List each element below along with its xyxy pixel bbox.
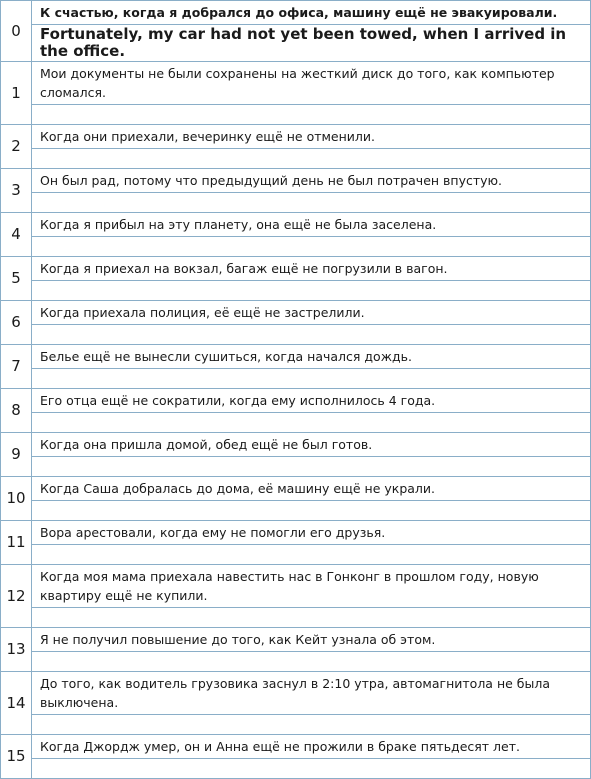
row-number: 0 [1,1,32,62]
translation-answer-field[interactable] [32,608,591,628]
row-number: 6 [1,301,32,345]
translation-answer-field[interactable] [32,715,591,735]
translation-answer-field[interactable] [32,413,591,433]
exercise-row-answer [1,325,591,345]
translation-answer-field[interactable] [32,652,591,672]
russian-sentence: Когда я приехал на вокзал, багаж ещё не погрузили в вагон. [32,257,591,281]
russian-sentence: Его отца ещё не сократили, когда ему исполнилось 4 года. [32,389,591,413]
exercise-row-sentence [1,257,591,281]
exercise-row-answer [1,149,591,169]
exercise-row-sentence [1,433,591,457]
exercise-row-answer [1,281,591,301]
russian-sentence: Когда приехала полиция, её ещё не застрелили. [32,301,591,325]
translation-answer-field[interactable] [32,501,591,521]
exercise-row-sentence [1,521,591,545]
translation-answer-field[interactable] [32,759,591,779]
exercise-row-sentence [1,389,591,413]
exercise-row-sentence [1,565,591,608]
exercise-row-answer [1,545,591,565]
row-number: 1 [1,62,32,125]
russian-sentence: Белье ещё не вынесли сушиться, когда начался дождь. [32,345,591,369]
translation-answer-field[interactable] [32,105,591,125]
exercise-row-answer [1,105,591,125]
exercise-row-answer [1,759,591,779]
translation-answer-field[interactable] [32,281,591,301]
russian-sentence: До того, как водитель грузовика заснул в 2:10 утра, автомагнитола не была выключена. [32,672,591,715]
exercise-row-sentence [1,62,591,105]
translation-answer-field[interactable] [32,545,591,565]
russian-sentence: Мои документы не были сохранены на жесткий диск до того, как компьютер сломался. [32,62,591,105]
translation-answer-field[interactable] [32,193,591,213]
row-number: 13 [1,628,32,672]
russian-sentence: Вора арестовали, когда ему не помогли его друзья. [32,521,591,545]
row-number: 4 [1,213,32,257]
exercise-row-answer [1,25,591,62]
russian-sentence: Когда я прибыл на эту планету, она ещё не была заселена. [32,213,591,237]
exercise-row-answer [1,715,591,735]
exercise-row-answer [1,608,591,628]
exercise-row-sentence [1,735,591,759]
translation-answer-field[interactable] [32,457,591,477]
exercise-row-sentence [1,169,591,193]
row-number: 3 [1,169,32,213]
russian-sentence: Когда моя мама приехала навестить нас в Гонконг в прошлом году, новую квартиру ещё не купили. [32,565,591,608]
row-number: 9 [1,433,32,477]
exercise-row-answer [1,369,591,389]
exercise-row-sentence [1,213,591,237]
translation-answer-field[interactable]: Fortunately, my car had not yet been towed, when I arrived in the office. [32,25,591,62]
row-number: 14 [1,672,32,735]
translation-answer-field[interactable] [32,237,591,257]
russian-sentence: Когда Саша добралась до дома, её машину ещё не украли. [32,477,591,501]
translation-answer-field[interactable] [32,369,591,389]
row-number: 11 [1,521,32,565]
exercise-row-answer [1,193,591,213]
translation-answer-field[interactable] [32,149,591,169]
exercise-row-sentence [1,301,591,325]
russian-sentence: Я не получил повышение до того, как Кейт узнала об этом. [32,628,591,652]
exercise-row-sentence [1,345,591,369]
exercise-row-answer [1,652,591,672]
exercise-row-answer [1,413,591,433]
russian-sentence: Он был рад, потому что предыдущий день не был потрачен впустую. [32,169,591,193]
exercise-row-answer [1,501,591,521]
exercise-row-sentence [1,628,591,652]
row-number: 2 [1,125,32,169]
row-number: 12 [1,565,32,628]
exercise-row-sentence [1,1,591,25]
russian-sentence: Когда Джордж умер, он и Анна ещё не прожили в браке пятьдесят лет. [32,735,591,759]
row-number: 5 [1,257,32,301]
exercise-row-answer [1,237,591,257]
row-number: 10 [1,477,32,521]
exercise-row-answer [1,457,591,477]
row-number: 15 [1,735,32,779]
russian-sentence: Когда они приехали, вечеринку ещё не отменили. [32,125,591,149]
exercise-row-sentence [1,672,591,715]
translation-answer-field[interactable] [32,325,591,345]
russian-sentence: Когда она пришла домой, обед ещё не был готов. [32,433,591,457]
exercise-row-sentence [1,125,591,149]
russian-sentence: К счастью, когда я добрался до офиса, машину ещё не эвакуировали. [32,1,591,25]
row-number: 7 [1,345,32,389]
exercise-rows [1,1,591,779]
exercise-row-sentence [1,477,591,501]
row-number: 8 [1,389,32,433]
